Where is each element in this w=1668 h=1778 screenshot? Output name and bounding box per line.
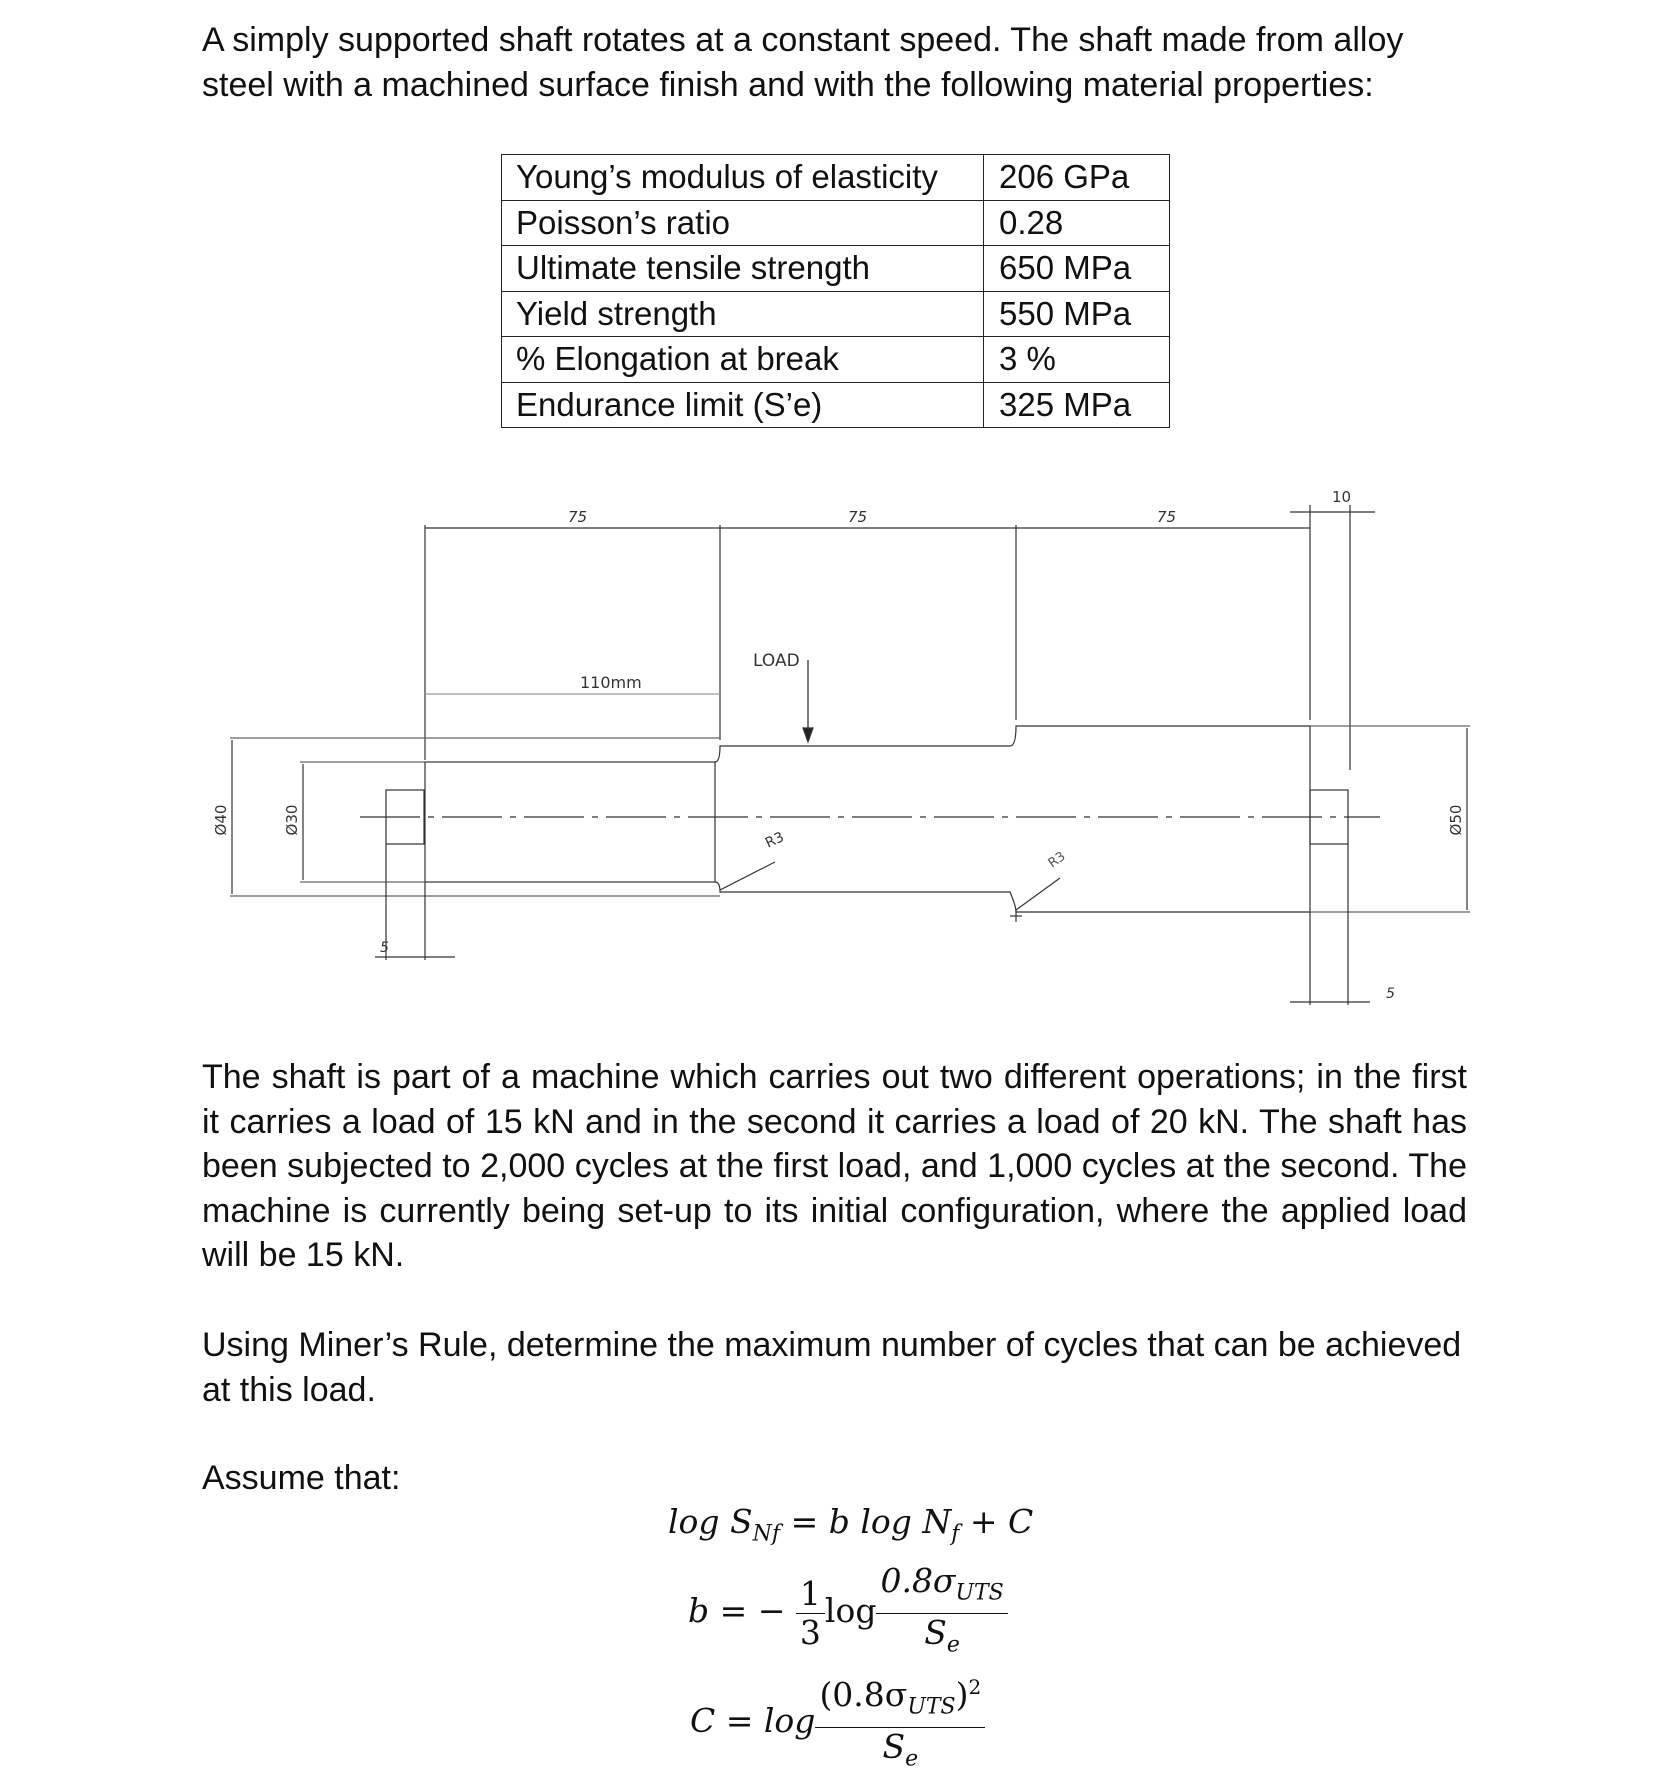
eq2-lhs: b = − xyxy=(688,1591,786,1631)
property-label: % Elongation at break xyxy=(502,337,984,383)
eq3-lhs: C = log xyxy=(690,1701,816,1741)
assume-label: Assume that: xyxy=(202,1459,401,1497)
property-value: 0.28 xyxy=(984,200,1170,246)
eq3-num-tail: ) xyxy=(955,1675,969,1714)
eq1-tail: + C xyxy=(959,1502,1034,1541)
table-row xyxy=(502,337,1170,383)
property-label: Young’s modulus of elasticity xyxy=(502,155,984,201)
eq1-lhs: log S xyxy=(668,1502,753,1541)
equation-2 xyxy=(688,1562,1008,1664)
shaft-drawing xyxy=(0,470,1668,1030)
eq1-lhs-sub: Nf xyxy=(752,1521,781,1547)
table-row xyxy=(502,155,1170,201)
dim-75-first: 75 xyxy=(568,508,588,526)
eq3-num-sub: UTS xyxy=(907,1694,956,1720)
dim-75-third: 75 xyxy=(1157,508,1177,526)
dim-5-left: 5 xyxy=(380,940,389,956)
table-row xyxy=(502,246,1170,292)
eq3-fraction xyxy=(815,1668,985,1778)
table-row xyxy=(502,382,1170,428)
property-label: Ultimate tensile strength xyxy=(502,246,984,292)
property-value: 325 MPa xyxy=(984,382,1170,428)
eq2-den2: S xyxy=(924,1612,947,1652)
intro-paragraph: A simply supported shaft rotates at a constant speed. The shaft made from alloy steel with a machined surface finish and with the following material properties: xyxy=(202,21,1404,104)
property-value: 206 GPa xyxy=(984,155,1170,201)
eq2-num1: 1 xyxy=(796,1575,825,1614)
eq3-num: (0.8σ xyxy=(819,1675,908,1714)
eq2-fraction-ratio xyxy=(876,1562,1007,1664)
eq2-den2-sub: e xyxy=(946,1632,960,1658)
eq2-num2-sub: UTS xyxy=(955,1580,1004,1606)
eq3-den: S xyxy=(882,1726,906,1766)
property-value: 650 MPa xyxy=(984,246,1170,292)
load-label: LOAD xyxy=(753,651,800,671)
dia-40-label: Ø40 xyxy=(212,804,230,836)
property-label: Endurance limit (S’e) xyxy=(502,382,984,428)
fillet-label-r3-right: R3 xyxy=(1045,849,1069,872)
property-value: 550 MPa xyxy=(984,291,1170,337)
eq2-den1: 3 xyxy=(799,1612,821,1652)
property-value: 3 % xyxy=(984,337,1170,383)
question-paragraph: Using Miner’s Rule, determine the maximum number of cycles that can be achieved at this load. xyxy=(202,1326,1462,1409)
table-row xyxy=(502,291,1170,337)
eq1-rhs-sub: f xyxy=(951,1521,960,1547)
eq2-num2: 0.8σ xyxy=(880,1561,956,1600)
dim-75-second: 75 xyxy=(848,508,868,526)
table-row xyxy=(502,200,1170,246)
dia-30-label: Ø30 xyxy=(283,804,301,836)
eq3-den-sub: e xyxy=(905,1746,919,1772)
property-label: Poisson’s ratio xyxy=(502,200,984,246)
eq2-fraction-third xyxy=(796,1575,825,1652)
dim-5-right: 5 xyxy=(1386,986,1395,1002)
eq3-num-sup: 2 xyxy=(968,1675,982,1699)
dim-110mm: 110mm xyxy=(580,673,642,692)
equation-1 xyxy=(668,1502,1033,1547)
operations-paragraph: The shaft is part of a machine which carries out two different operations; in the first it carries a load of 15 kN and in the second it carries a load of 20 kN. The shaft has been subjected to 2,000 cycles at the first load, and 1,000 cycles at the second. The machine is currently being set-up to its initial configuration, where the applied load will be 15 kN. xyxy=(202,1058,1467,1274)
eq2-log: log xyxy=(824,1591,877,1631)
equation-3 xyxy=(690,1668,985,1778)
property-label: Yield strength xyxy=(502,291,984,337)
material-properties-table xyxy=(501,154,1170,428)
fillet-label-r3-left: R3 xyxy=(762,829,787,852)
dim-10: 10 xyxy=(1332,488,1352,506)
dia-50-label: Ø50 xyxy=(1447,804,1465,836)
eq1-rhs: = b log N xyxy=(790,1502,952,1541)
